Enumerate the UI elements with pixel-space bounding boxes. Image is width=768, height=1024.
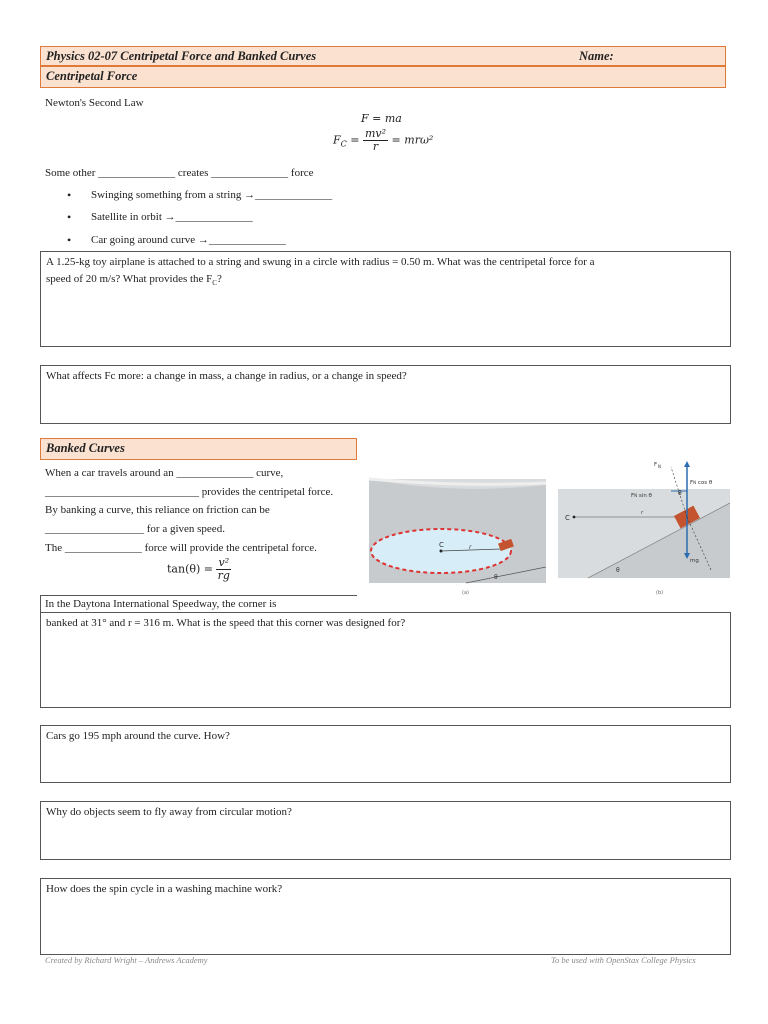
question-text: Why do objects seem to fly away from circular motion? — [46, 806, 292, 818]
svg-text:r: r — [469, 544, 472, 551]
svg-text:C: C — [439, 541, 444, 549]
question-text-cont: speed of 20 m/s? What provides the $F_C$? — [46, 273, 222, 288]
svg-text:θ: θ — [494, 574, 498, 581]
question-text: How does the spin cycle in a washing machine work? — [46, 883, 283, 895]
newton-label: Newton's Second Law — [45, 97, 144, 109]
figure-panel-a — [369, 479, 546, 596]
banked-line: ____________________________ provides the centripetal force. — [45, 486, 334, 498]
equation-f-ma: F = ma — [361, 112, 402, 125]
svg-text:r: r — [641, 510, 644, 516]
question-box-6[interactable] — [40, 878, 731, 955]
other-force-line: Some other ______________ creates ______________ force — [45, 167, 314, 179]
section-title: Banked Curves — [46, 441, 125, 455]
footer-source: To be used with OpenStax College Physics — [551, 955, 696, 965]
svg-text:θ: θ — [678, 490, 682, 497]
figure-panel-b — [558, 461, 730, 596]
page-title: Physics 02-07 Centripetal Force and Banked Curves — [46, 49, 317, 63]
section-banked-curves-header — [40, 438, 357, 460]
question-3-lead: In the Daytona International Speedway, the corner is — [45, 598, 277, 610]
question-3-border — [40, 595, 41, 613]
question-text: banked at 31° and r = 316 m. What is the speed that this corner was designed for? — [46, 617, 406, 629]
banked-line: When a car travels around an ______________ curve, — [45, 467, 284, 479]
page-header — [40, 46, 726, 66]
tan-equation: tan(θ) = $\frac{\text{v²}}{rg}$ — [167, 556, 230, 582]
bullet-item: • Swinging something from a string →______________ — [91, 186, 332, 204]
banked-line: __________________ for a given speed. — [45, 523, 225, 535]
name-field[interactable]: Name: — [579, 49, 614, 63]
svg-text:FN cos θ: FN cos θ — [690, 480, 713, 486]
svg-text:FN sin θ: FN sin θ — [631, 493, 652, 499]
question-box-3[interactable] — [40, 612, 731, 708]
svg-text:C: C — [565, 514, 570, 522]
panel-a-label: (a) — [462, 590, 469, 596]
question-box-4[interactable] — [40, 725, 731, 783]
bullet-item: • Satellite in orbit →______________ — [91, 208, 253, 226]
question-box-5[interactable] — [40, 801, 731, 860]
section-title: Centripetal Force — [46, 69, 138, 83]
svg-text:θ: θ — [616, 567, 620, 574]
svg-text:N: N — [658, 464, 661, 469]
svg-text:mg: mg — [690, 558, 699, 564]
question-text: What affects Fc more: a change in mass, a change in radius, or a change in speed? — [46, 370, 407, 382]
svg-text:F: F — [654, 462, 658, 468]
banked-line: By banking a curve, this reliance on friction can be — [45, 504, 270, 516]
question-3-border-top — [40, 595, 357, 596]
question-box-2[interactable] — [40, 365, 731, 424]
section-centripetal-force-header — [40, 66, 726, 88]
panel-b-label: (b) — [656, 590, 664, 596]
question-text: Cars go 195 mph around the curve. How? — [46, 730, 230, 742]
bullet-item: • Car going around curve →______________ — [91, 231, 286, 249]
question-text: A 1.25-kg toy airplane is attached to a string and swung in a circle with radius = 0.50 m. What was the centripetal force for a — [46, 256, 595, 268]
banked-line: The ______________ force will provide the centripetal force. — [45, 542, 317, 554]
banked-curve-figure — [366, 455, 732, 598]
question-box-1[interactable] — [40, 251, 731, 347]
equation-centripetal: $F_C$ = $\frac{\text{mv²}}{r}$ = mrω² — [333, 127, 434, 153]
footer-credit: Created by Richard Wright – Andrews Academy — [45, 955, 208, 965]
